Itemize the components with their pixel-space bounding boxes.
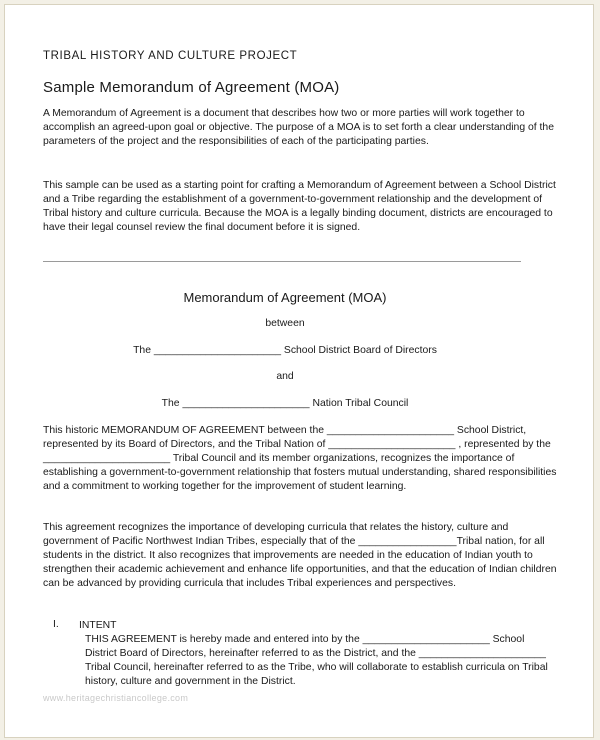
section-number: I. <box>53 619 59 630</box>
body-paragraph-2: This agreement recognizes the importance of developing curricula that relates the history, culture and government of Pacific Northwest Indian Tribes, especially that of the _________________Tribal nation, for all students in the district. It also recognizes that improvements are needed in the education of Indian youth to strengthen their academic achievement and enhance life opportunities, and that the education of Indian children can be advanced by providing curricula that includes Tribal experiences and perspectives. <box>43 522 557 589</box>
moa-and: and <box>276 371 294 382</box>
section-text: THIS AGREEMENT is hereby made and entered into by the ______________________ School District Board of Directors, hereinafter referred to as the District, and the ______________________ Tribal Council, hereinafter referred to as the Tribe, who will collaborate to establish curricula on Tribal history, culture and government in the District. <box>85 634 548 687</box>
moa-between: between <box>265 318 305 329</box>
intro-paragraph-1: A Memorandum of Agreement is a document that describes how two or more parties will work together to accomplish an agreed-upon goal or objective. The purpose of a MOA is to set forth a clear understanding of the parameters of the project and the responsibilities of each of the participating parties. <box>43 108 554 147</box>
moa-party-1: The ______________________ School District Board of Directors <box>133 345 437 356</box>
intro-paragraph-2: This sample can be used as a starting point for crafting a Memorandum of Agreement between a School District and a Tribe regarding the establishment of a government-to-government relationship and the development of Tribal history and culture curricula. Because the MOA is a legally binding document, districts are encouraged to have their legal counsel review the final document before it is signed. <box>43 180 556 233</box>
project-header: TRIBAL HISTORY AND CULTURE PROJECT <box>43 50 298 62</box>
section-heading: INTENT <box>79 620 117 631</box>
document-page <box>4 4 594 738</box>
document-title: Sample Memorandum of Agreement (MOA) <box>43 79 340 96</box>
moa-party-2: The ______________________ Nation Tribal Council <box>161 398 409 409</box>
body-paragraph-1: This historic MEMORANDUM OF AGREEMENT between the ______________________ School District, represented by its Board of Directors, and the Tribal Nation of ______________________ , represented by the ______________________ Tribal Council and its member organizations, recognizes the importance of establishing a government-to-government relationship that fosters mutual understanding, shared responsibilities and a commitment to working together for the improvement of student learning. <box>43 425 557 492</box>
moa-title: Memorandum of Agreement (MOA) <box>183 290 387 305</box>
divider <box>43 261 521 262</box>
watermark: www.heritagechristiancollege.com <box>43 693 189 703</box>
section-intent <box>79 619 549 689</box>
